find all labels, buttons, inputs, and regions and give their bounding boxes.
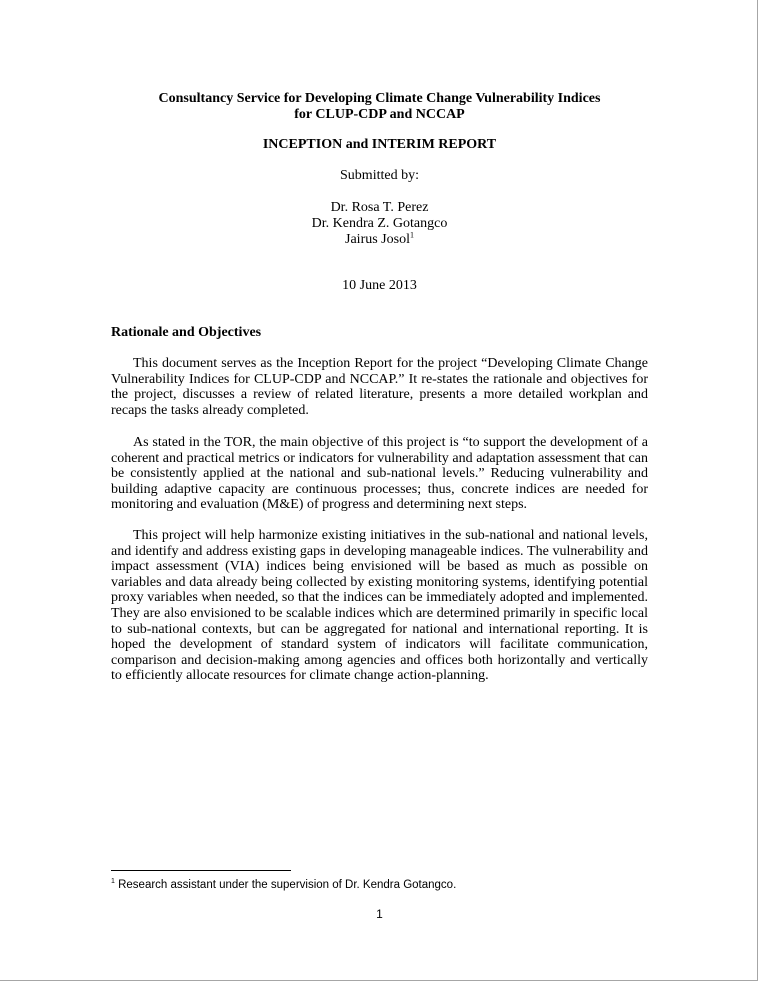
- body-paragraph: This document serves as the Inception Report for the project “Developing Climate Change Vulnerability Indices for CLUP-CDP and NCCAP.” It re-states the rationale and objectives for the project, discusses a review of related literature, presents a more detailed workplan and recaps the tasks already completed.: [111, 356, 648, 418]
- footnote-reference[interactable]: 1: [409, 230, 414, 240]
- author-list: [0, 200, 759, 248]
- footnote-separator: [111, 870, 291, 871]
- title-line-2: for CLUP-CDP and NCCAP: [294, 107, 465, 122]
- footnote: [111, 878, 456, 892]
- title-line-1: Consultancy Service for Developing Climate Change Vulnerability Indices: [158, 91, 601, 106]
- report-date: 10 June 2013: [342, 278, 417, 293]
- author-name: [0, 232, 759, 248]
- report-title: INCEPTION and INTERIM REPORT: [262, 137, 497, 152]
- author-name: Dr. Rosa T. Perez: [330, 200, 429, 215]
- document-title: [0, 91, 759, 123]
- author-name-text: Jairus Josol: [345, 232, 410, 247]
- author-name: Dr. Kendra Z. Gotangco: [311, 216, 448, 231]
- body-paragraph: As stated in the TOR, the main objective of this project is “to support the development of a coherent and practical metrics or indicators for vulnerability and adaptation assessment that can be consistently applied at the national and sub-national levels.” Reducing vulnerability and building adaptive capacity are continuous processes; thus, concrete indices are needed for monitoring and evaluation (M&E) of progress and determining next steps.: [111, 435, 648, 513]
- section-heading: Rationale and Objectives: [111, 325, 262, 340]
- page-number: 1: [376, 907, 383, 921]
- body-paragraph: This project will help harmonize existing initiatives in the sub-national and national levels, and identify and address existing gaps in developing manageable indices. The vulnerability and impact assessment (VIA) indices being envisioned will be based as much as possible on variables and data already being collected by existing monitoring systems, identifying potential proxy variables when needed, so that the indices can be immediately adopted and implemented. They are also envisioned to be scalable indices which are determined primarily in specific local to sub-national contexts, but can be aggregated for national and international reporting. It is hoped the development of standard system of indicators will facilitate communication, comparison and decision-making among agencies and offices both horizontally and vertically to efficiently allocate resources for climate change action-planning.: [111, 528, 648, 684]
- footnote-marker: 1: [111, 878, 115, 886]
- footnote-text: Research assistant under the supervision of Dr. Kendra Gotangco.: [118, 879, 457, 891]
- submitted-by-label: Submitted by:: [340, 168, 419, 183]
